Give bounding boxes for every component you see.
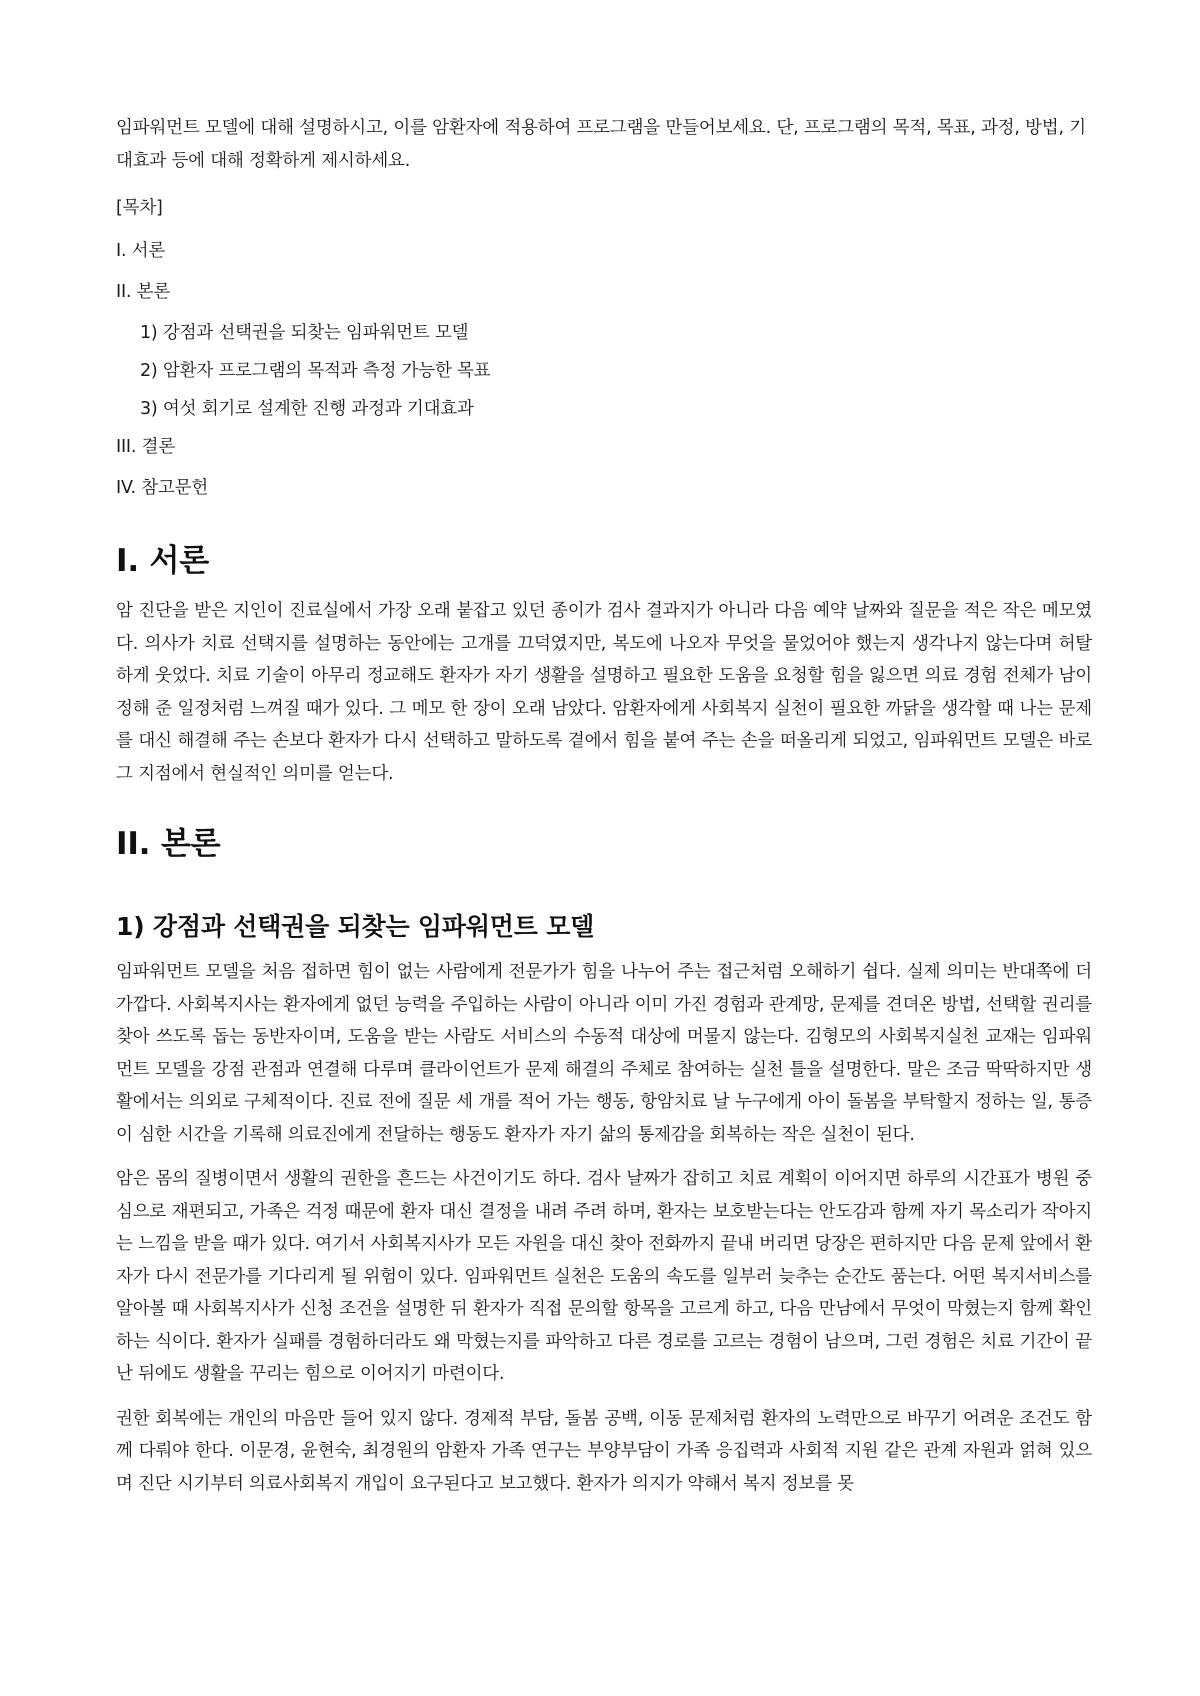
assignment-prompt: 임파워먼트 모델에 대해 설명하시고, 이를 암환자에 적용하여 프로그램을 만들어보세요. 단, 프로그램의 목적, 목표, 과정, 방법, 기대효과 등에 대해 정확하게 제시하세요. bbox=[116, 118, 1086, 171]
toc-item-conclusion: III. 결론 bbox=[116, 437, 176, 457]
introduction-paragraph: 암 진단을 받은 지인이 진료실에서 가장 오래 붙잡고 있던 종이가 검사 결과지가 아니라 다음 예약 날짜와 질문을 적은 작은 메모였다. 의사가 치료 선택지를 설명하는 동안에는 고개를 끄덕였지만, 복도에 나오자 무엇을 물었어야 했는지 생각나지 않는다며 허탈하게 웃었다. 치료 기술이 아무리 정교해도 환자가 자기 생활을 설명하고 필요한 도움을 요청할 힘을 잃으면 의료 경험 전체가 남이 정해 준 일정처럼 느껴질 때가 있다. 그 메모 한 장이 오래 남았다. 암환자에게 사회복지 실천이 필요한 까닭을 생각할 때 나는 문제를 대신 해결해 주는 손보다 환자가 다시 선택하고 말하도록 곁에서 힘을 붙여 주는 손을 떠올리게 되었고, 임파워먼트 모델은 바로 그 지점에서 현실적인 의미를 얻는다. bbox=[116, 601, 1092, 784]
toc-subitem-3: 3) 여섯 회기로 설계한 진행 과정과 기대효과 bbox=[140, 399, 474, 419]
toc-item-body: II. 본론 bbox=[116, 282, 171, 302]
toc-subitem-2: 2) 암환자 프로그램의 목적과 측정 가능한 목표 bbox=[140, 361, 491, 381]
toc-item-introduction: I. 서론 bbox=[116, 241, 166, 261]
body-paragraph-2: 암은 몸의 질병이면서 생활의 권한을 흔드는 사건이기도 하다. 검사 날짜가 잡히고 치료 계획이 이어지면 하루의 시간표가 병원 중심으로 재편되고, 가족은 걱정 때문에 환자 대신 결정을 내려 주려 하며, 환자는 보호받는다는 안도감과 함께 자기 목소리가 작아지는 느낌을 받을 때가 있다. 여기서 사회복지사가 모든 자원을 대신 찾아 전화까지 끝내 버리면 당장은 편하지만 다음 문제 앞에서 환자가 다시 전문가를 기다리게 될 위험이 있다. 임파워먼트 실천은 도움의 속도를 일부러 늦추는 순간도 품는다. 어떤 복지서비스를 알아볼 때 사회복지사가 신청 조건을 설명한 뒤 환자가 직접 문의할 항목을 고르게 하고, 다음 만남에서 무엇이 막혔는지 함께 확인하는 식이다. 환자가 실패를 경험하더라도 왜 막혔는지를 파악하고 다른 경로를 고르는 경험이 남으며, 그런 경험은 치료 기간이 끝난 뒤에도 생활을 꾸리는 힘으로 이어지기 마련이다. bbox=[116, 1169, 1092, 1384]
body-paragraph-3: 권한 회복에는 개인의 마음만 들어 있지 않다. 경제적 부담, 돌봄 공백, 이동 문제처럼 환자의 노력만으로 바꾸기 어려운 조건도 함께 다뤄야 한다. 이문경, 윤현숙, 최경원의 암환자 가족 연구는 부양부담이 가족 응집력과 사회적 지원 같은 관계 자원과 얽혀 있으며 진단 시기부터 의료사회복지 개입이 요구된다고 보고했다. 환자가 의지가 약해서 복지 정보를 못 bbox=[116, 1408, 1092, 1494]
subsection-heading-empowerment-model: 1) 강점과 선택권을 되찾는 임파워먼트 모델 bbox=[116, 912, 595, 941]
section-heading-body: II. 본론 bbox=[116, 826, 221, 862]
toc-item-references: IV. 참고문헌 bbox=[116, 478, 209, 498]
section-heading-introduction: I. 서론 bbox=[116, 543, 209, 579]
toc-subitem-1: 1) 강점과 선택권을 되찾는 임파워먼트 모델 bbox=[140, 323, 469, 343]
table-of-contents bbox=[116, 235, 1092, 505]
body-paragraph-1: 임파워먼트 모델을 처음 접하면 힘이 없는 사람에게 전문가가 힘을 나누어 주는 접근처럼 오해하기 쉽다. 실제 의미는 반대쪽에 더 가깝다. 사회복지사는 환자에게 없던 능력을 주입하는 사람이 아니라 이미 가진 경험과 관계망, 문제를 견뎌온 방법, 선택할 권리를 찾아 쓰도록 돕는 동반자이며, 도움을 받는 사람도 서비스의 수동적 대상에 머물지 않는다. 김형모의 사회복지실천 교재는 임파워먼트 모델을 강점 관점과 연결해 다루며 클라이언트가 문제 해결의 주체로 참여하는 실천 틀을 설명한다. 말은 조금 딱딱하지만 생활에서는 의외로 구체적이다. 진료 전에 질문 세 개를 적어 가는 행동, 항암치료 날 누구에게 아이 돌봄을 부탁할지 정하는 일, 통증이 심한 시간을 기록해 의료진에게 전달하는 행동도 환자가 자기 삶의 통제감을 회복하는 작은 실천이 된다. bbox=[116, 962, 1092, 1145]
toc-heading: [목차] bbox=[116, 198, 163, 218]
